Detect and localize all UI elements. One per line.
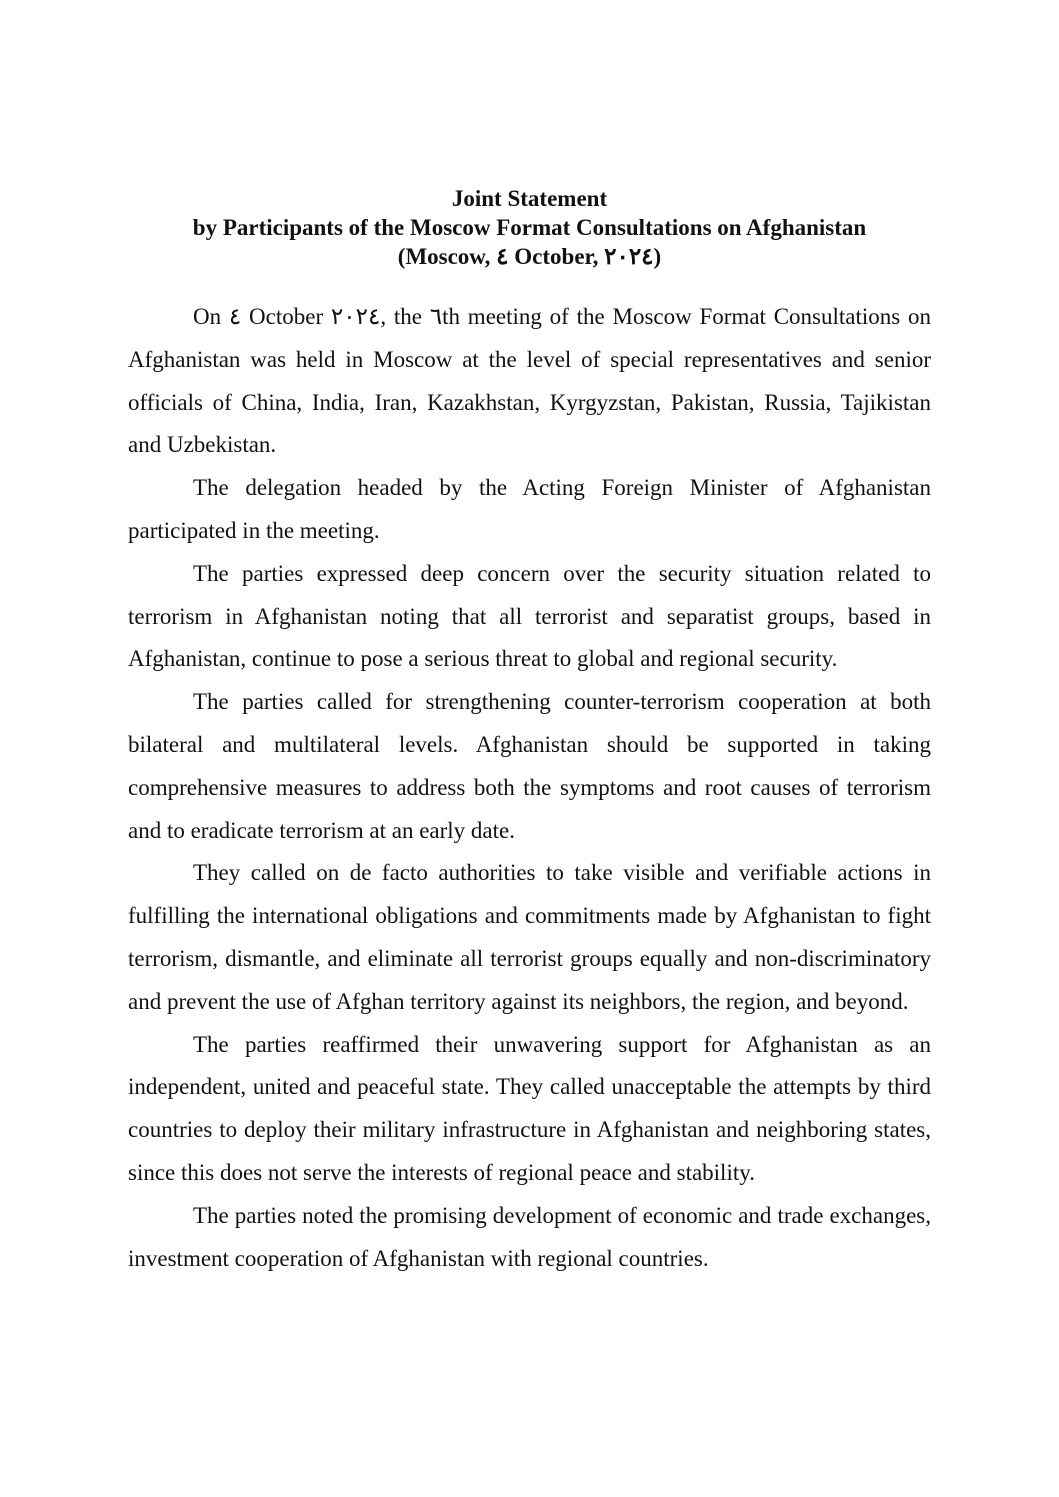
paragraph-security-concern: The parties expressed deep concern over the security situation related to terrorism in Afghanistan noting that all terrorist and separatist groups, based in Afghanistan, continue to pose a serious threat to global and regional security. [128,560,931,672]
paragraph-counter-terrorism: The parties called for strengthening counter-terrorism cooperation at both bilateral and multilateral levels. Afghanistan should be supported in taking comprehensive measures to address both the symptoms and root causes of terrorism and to eradicate terrorism at an early date. [128,689,931,843]
paragraph-economic-trade: The parties noted the promising development of economic and trade exchanges, investment cooperation of Afghanistan with regional countries. [128,1202,931,1271]
statement-title: Joint Statement [451,186,608,211]
statement-place-date: (Moscow, ٤ October, ٢٠٢٤) [397,244,662,269]
statement-body [128,296,931,1280]
paragraph-support-afghanistan: The parties reaffirmed their unwavering support for Afghanistan as an independent, united and peaceful state. They called unacceptable the attempts by third countries to deploy their military infrastructure in Afghanistan and neighboring states, since this does not serve the interests of regional peace and stability. [128,1031,931,1185]
paragraph-delegation: The delegation headed by the Acting Foreign Minister of Afghanistan participated in the meeting. [128,475,931,543]
statement-subtitle: by Participants of the Moscow Format Consultations on Afghanistan [192,215,867,240]
statement-heading [0,184,1059,271]
paragraph-de-facto-authorities: They called on de facto authorities to take visible and verifiable actions in fulfilling the international obligations and commitments made by Afghanistan to fight terrorism, dismantle, and eliminate all terrorist groups equally and non-discriminatory and prevent the use of Afghan territory against its neighbors, the region, and beyond. [128,860,931,1014]
paragraph-meeting-held: On ٤ October ٢٠٢٤, the ٦th meeting of the Moscow Format Consultations on Afghanistan was held in Moscow at the level of special representatives and senior officials of China, India, Iran, Kazakhstan, Kyrgyzstan, Pakistan, Russia, Tajikistan and Uzbekistan. [128,304,932,458]
